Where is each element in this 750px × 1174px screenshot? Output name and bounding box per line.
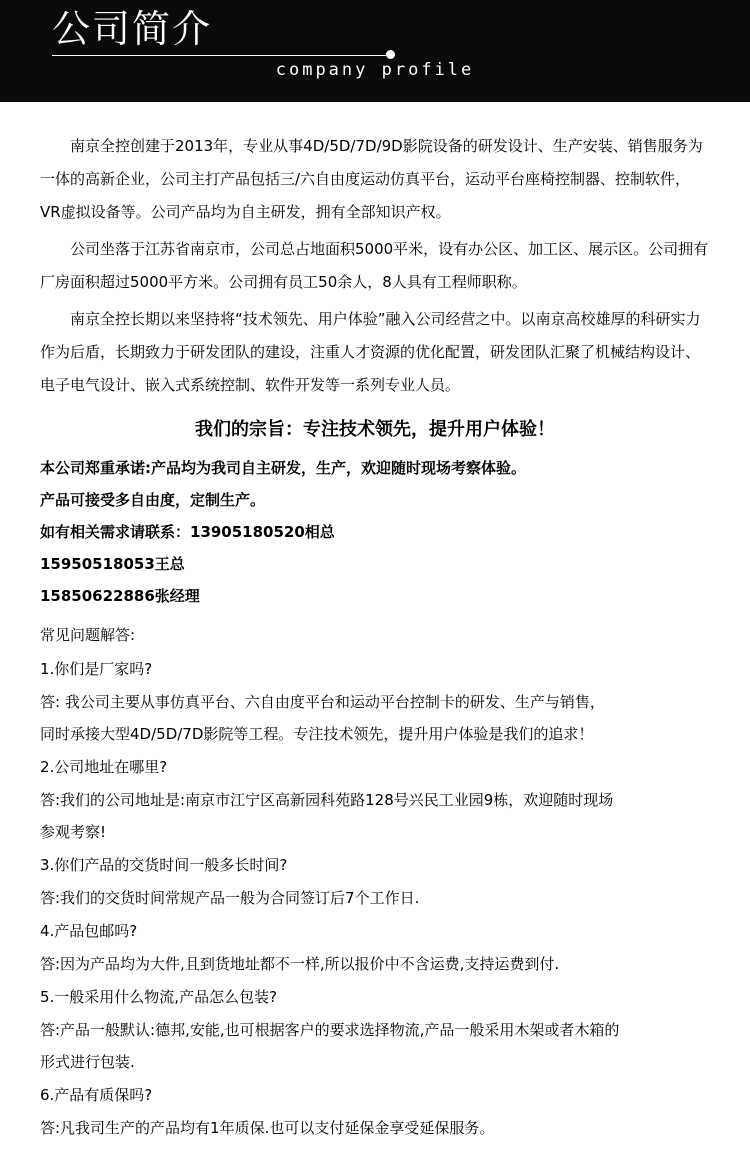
faq-answer-cont: 形式进行包装. — [40, 1053, 135, 1071]
intro-paragraph: 南京全控长期以来坚持将“技术领先、用户体验”融入公司经营之中。以南京高校雄厚的科研实力作为后盾，长期致力于研发团队的建设，注重人才资源的优化配置，研发团队汇聚了机械结构设计、电子电气设计、嵌入式系统控制、软件开发等一系列专业人员。 — [40, 310, 701, 394]
commitment-line: 产品可接受多自由度，定制生产。 — [40, 491, 266, 509]
faq-answer: 答:我们的交货时间常规产品一般为合同签订后7个工作日. — [40, 889, 420, 907]
commitment-line: 本公司郑重承诺:产品均为我司自主研发，生产，欢迎随时现场考察体验。 — [40, 459, 527, 477]
header-banner — [0, 0, 750, 102]
faq-question: 4.产品包邮吗? — [40, 922, 138, 940]
faq-answer-cont: 同时承接大型4D/5D/7D影院等工程。专注技术领先，提升用户体验是我们的追求！ — [40, 725, 594, 743]
contact-phone: 15950518053王总 — [40, 555, 185, 573]
faq-answer: 答:因为产品均为大件,且到货地址都不一样,所以报价中不含运费,支持运费到付. — [40, 955, 560, 973]
faq-question: 2.公司地址在哪里? — [40, 758, 168, 776]
intro-paragraph: 南京全控创建于2013年，专业从事4D/5D/7D/9D影院设备的研发设计、生产安装、销售服务为一体的高新企业，公司主打产品包括三/六自由度运动仿真平台，运动平台座椅控制器、控制软件，VR虚拟设备等。公司产品均为自主研发，拥有全部知识产权。 — [40, 137, 703, 221]
faq-answer: 答:凡我司生产的产品均有1年质保.也可以支付延保金享受延保服务。 — [40, 1119, 495, 1137]
page-title: 公司简介 — [52, 7, 213, 51]
faq-question: 5.一般采用什么物流,产品怎么包装? — [40, 988, 278, 1006]
faq-answer: 答:我们的公司地址是:南京市江宁区高新园科苑路128号兴民工业园9栋，欢迎随时现场 — [40, 791, 614, 809]
faq-answer-cont: 参观考察! — [40, 823, 107, 841]
content-body — [0, 102, 750, 1174]
intro-paragraph: 公司坐落于江苏省南京市，公司总占地面积5000平米，设有办公区、加工区、展示区。公司拥有厂房面积超过5000平方米。公司拥有员工50余人，8人具有工程师职称。 — [40, 240, 709, 291]
faq-question: 3.你们产品的交货时间一般多长时间? — [40, 856, 288, 874]
contact-phone: 15850622886张经理 — [40, 587, 200, 605]
title-divider — [52, 55, 392, 56]
divider-dot-icon — [386, 50, 395, 59]
page-subtitle: company profile — [275, 60, 475, 80]
faq-answer: 答:产品一般默认:德邦,安能,也可根据客户的要求选择物流,产品一般采用木架或者木箱的 — [40, 1021, 620, 1039]
faq-question: 6.产品有质保吗? — [40, 1086, 153, 1104]
faq-answer: 答: 我公司主要从事仿真平台、六自由度平台和运动平台控制卡的研发、生产与销售， — [40, 693, 605, 711]
faq-heading: 常见问题解答: — [40, 626, 136, 644]
faq-question: 1.你们是厂家吗? — [40, 660, 153, 678]
company-slogan: 我们的宗旨：专注技术领先，提升用户体验！ — [195, 419, 555, 440]
contact-lead: 如有相关需求请联系：13905180520相总 — [40, 523, 335, 541]
